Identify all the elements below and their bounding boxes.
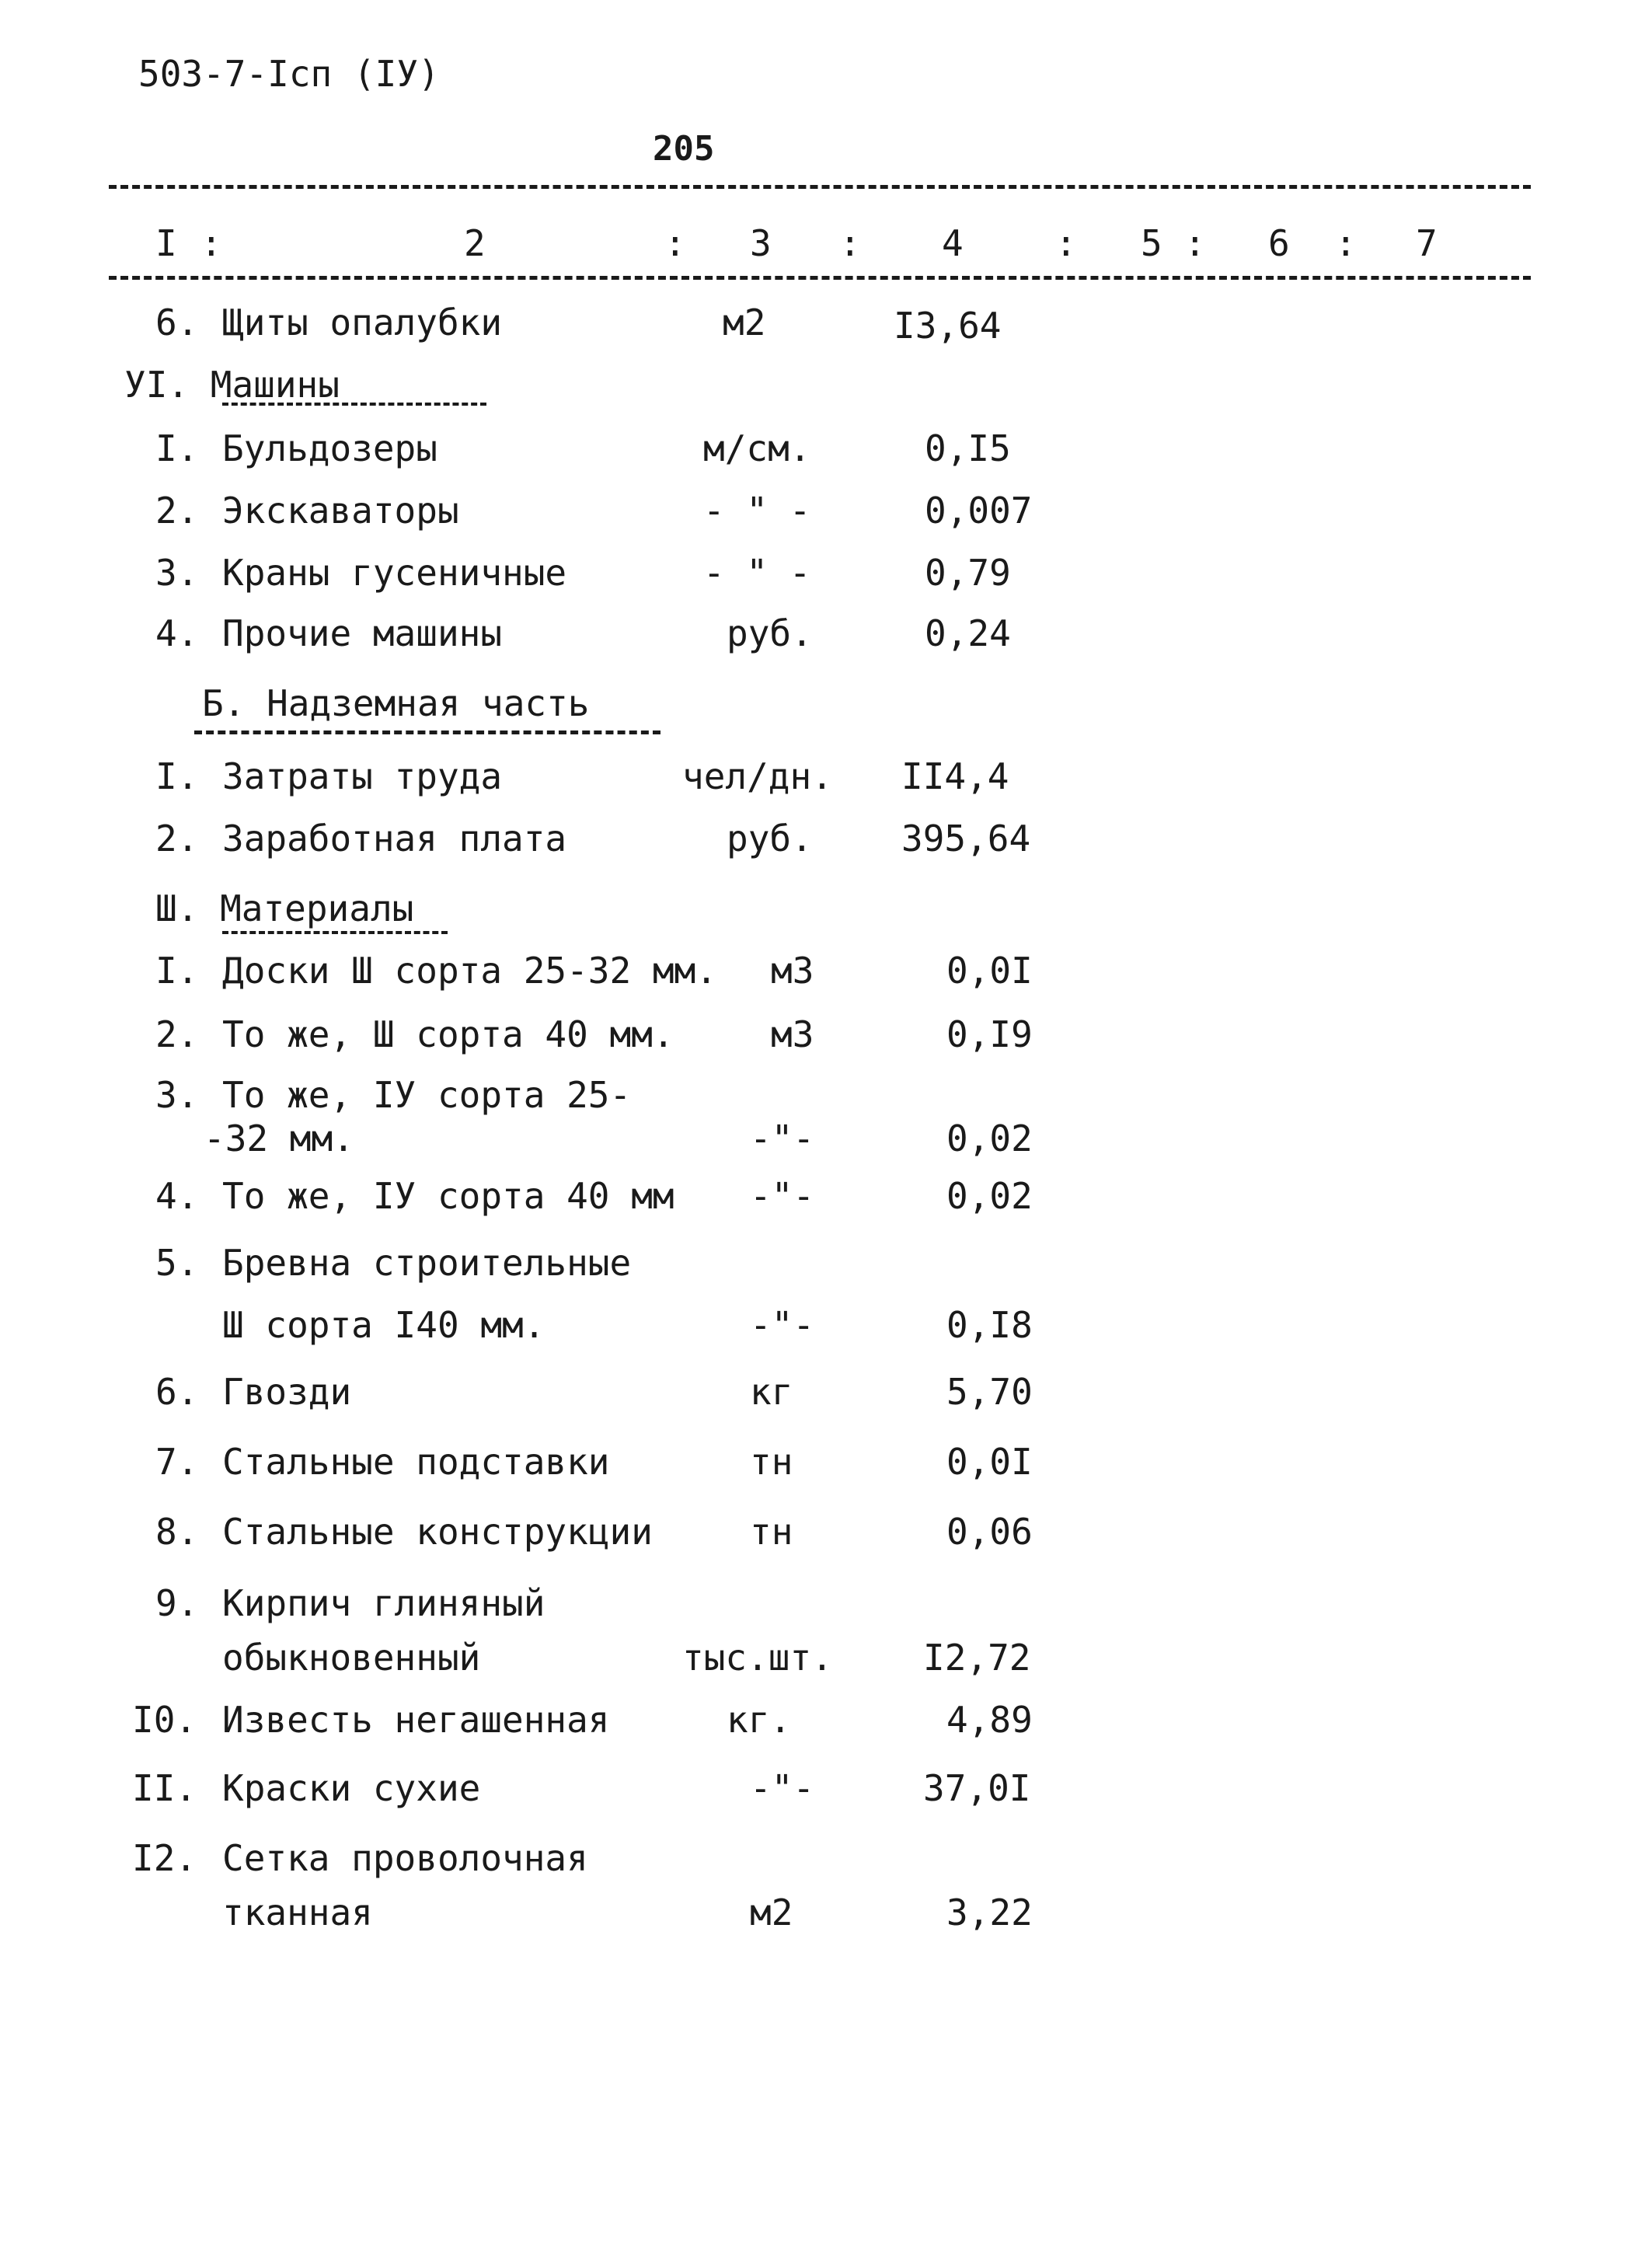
- col-3: 3: [750, 222, 772, 264]
- col-sep: :: [1055, 222, 1077, 264]
- row-name: Стальные подставки: [222, 1441, 610, 1483]
- col-2: 2: [464, 222, 486, 264]
- section-title: Ш. Материалы: [155, 887, 414, 929]
- row-number: 6.: [155, 1371, 199, 1413]
- row-name: Бульдозеры: [222, 427, 437, 469]
- row-value: II4,4: [901, 755, 1009, 797]
- row-value: 0,02: [946, 1175, 1033, 1217]
- row-number: I2.: [132, 1837, 197, 1879]
- row-number: I.: [155, 427, 199, 469]
- row-number: 8.: [155, 1511, 199, 1553]
- row-number: 2.: [155, 1013, 199, 1055]
- row-number: 5.: [155, 1242, 199, 1284]
- row-value: 0,0I: [946, 1441, 1033, 1483]
- row-unit: тн: [750, 1511, 793, 1553]
- row-value: 5,70: [946, 1371, 1033, 1413]
- row-unit: -"-: [750, 1118, 815, 1159]
- row-number: I.: [155, 755, 199, 797]
- row-name: Краны гусеничные: [222, 552, 567, 594]
- header-top-rule: [109, 185, 1531, 189]
- row-value: 0,I5: [925, 427, 1011, 469]
- row-name: Краски сухие: [222, 1767, 481, 1809]
- row-value: 0,02: [946, 1118, 1033, 1159]
- col-sep: :: [1335, 222, 1357, 264]
- row-name: Бревна строительные: [222, 1242, 632, 1284]
- row-name: Щиты опалубки: [222, 302, 503, 343]
- row-name: Доски Ш сорта 25-32 мм.: [222, 950, 717, 992]
- row-unit: м3: [771, 1013, 814, 1055]
- row-name-cont: Ш сорта I40 мм.: [222, 1304, 545, 1346]
- row-unit: -"-: [750, 1767, 815, 1809]
- row-unit: кг: [750, 1371, 793, 1413]
- row-value: 0,06: [946, 1511, 1033, 1553]
- row-number: I.: [155, 950, 199, 992]
- col-sep: :: [1184, 222, 1206, 264]
- row-unit: м/см.: [703, 427, 811, 469]
- section-underline: [194, 730, 660, 734]
- row-name-cont: -32 мм.: [204, 1118, 354, 1159]
- row-unit: - " -: [703, 490, 811, 532]
- row-number: 4.: [155, 1175, 199, 1217]
- row-name: Заработная плата: [222, 818, 567, 860]
- row-name: Экскаваторы: [222, 490, 459, 532]
- row-number: 4.: [155, 612, 199, 654]
- row-value: 0,I9: [946, 1013, 1033, 1055]
- row-value: 0,0I: [946, 950, 1033, 992]
- row-number: 2.: [155, 490, 199, 532]
- row-unit: -"-: [750, 1304, 815, 1346]
- row-name: Кирпич глиняный: [222, 1582, 545, 1624]
- row-value: 0,79: [925, 552, 1011, 594]
- col-5: 5: [1141, 222, 1162, 264]
- row-name: Сетка проволочная: [222, 1837, 588, 1879]
- row-unit: кг.: [727, 1699, 792, 1741]
- col-4: 4: [942, 222, 964, 264]
- row-value: I3,64: [894, 305, 1002, 347]
- section-underline: [222, 403, 486, 406]
- row-value: 395,64: [901, 818, 1031, 860]
- row-value: 37,0I: [923, 1767, 1031, 1809]
- row-unit: тыс.шт.: [682, 1637, 833, 1679]
- row-value: I2,72: [923, 1637, 1031, 1679]
- row-name-cont: обыкновенный: [222, 1637, 481, 1679]
- row-number: II.: [132, 1767, 197, 1809]
- col-sep: :: [839, 222, 861, 264]
- section-title: Б. Надземная часть: [202, 682, 590, 724]
- row-number: 2.: [155, 818, 199, 860]
- row-unit: м3: [771, 950, 814, 992]
- row-unit: -"-: [750, 1175, 815, 1217]
- col-sep: :: [200, 222, 222, 264]
- row-name-cont: тканная: [222, 1892, 373, 1933]
- section-underline: [222, 931, 448, 934]
- col-6: 6: [1268, 222, 1290, 264]
- row-number: 3.: [155, 552, 199, 594]
- row-unit: - " -: [703, 552, 811, 594]
- row-name: То же, IУ сорта 25-: [222, 1074, 632, 1116]
- row-unit: руб.: [727, 818, 813, 860]
- row-name: Затраты труда: [222, 755, 503, 797]
- section-title: УI. Машины: [124, 364, 340, 406]
- row-number: 9.: [155, 1582, 199, 1624]
- row-name: Прочие машины: [222, 612, 503, 654]
- row-number: 6.: [155, 302, 199, 343]
- row-value: 0,24: [925, 612, 1011, 654]
- col-7: 7: [1416, 222, 1438, 264]
- row-name: Стальные конструкции: [222, 1511, 653, 1553]
- row-number: 7.: [155, 1441, 199, 1483]
- col-sep: :: [664, 222, 686, 264]
- row-unit: м2: [723, 302, 766, 343]
- page-number: 205: [653, 129, 715, 169]
- row-value: 3,22: [946, 1892, 1033, 1933]
- header-bottom-rule: [109, 276, 1531, 280]
- row-value: 4,89: [946, 1699, 1033, 1741]
- col-1: I: [155, 222, 177, 264]
- row-value: 0,I8: [946, 1304, 1033, 1346]
- row-unit: м2: [750, 1892, 793, 1933]
- row-name: То же, Ш сорта 40 мм.: [222, 1013, 674, 1055]
- row-unit: чел/дн.: [682, 755, 833, 797]
- row-name: Известь негашенная: [222, 1699, 610, 1741]
- row-number: I0.: [132, 1699, 197, 1741]
- row-number: 3.: [155, 1074, 199, 1116]
- document-code: 503-7-Iсп (IУ): [138, 53, 440, 95]
- row-name: Гвозди: [222, 1371, 352, 1413]
- row-name: То же, IУ сорта 40 мм: [222, 1175, 674, 1217]
- row-unit: руб.: [727, 612, 813, 654]
- row-value: 0,007: [925, 490, 1033, 532]
- row-unit: тн: [750, 1441, 793, 1483]
